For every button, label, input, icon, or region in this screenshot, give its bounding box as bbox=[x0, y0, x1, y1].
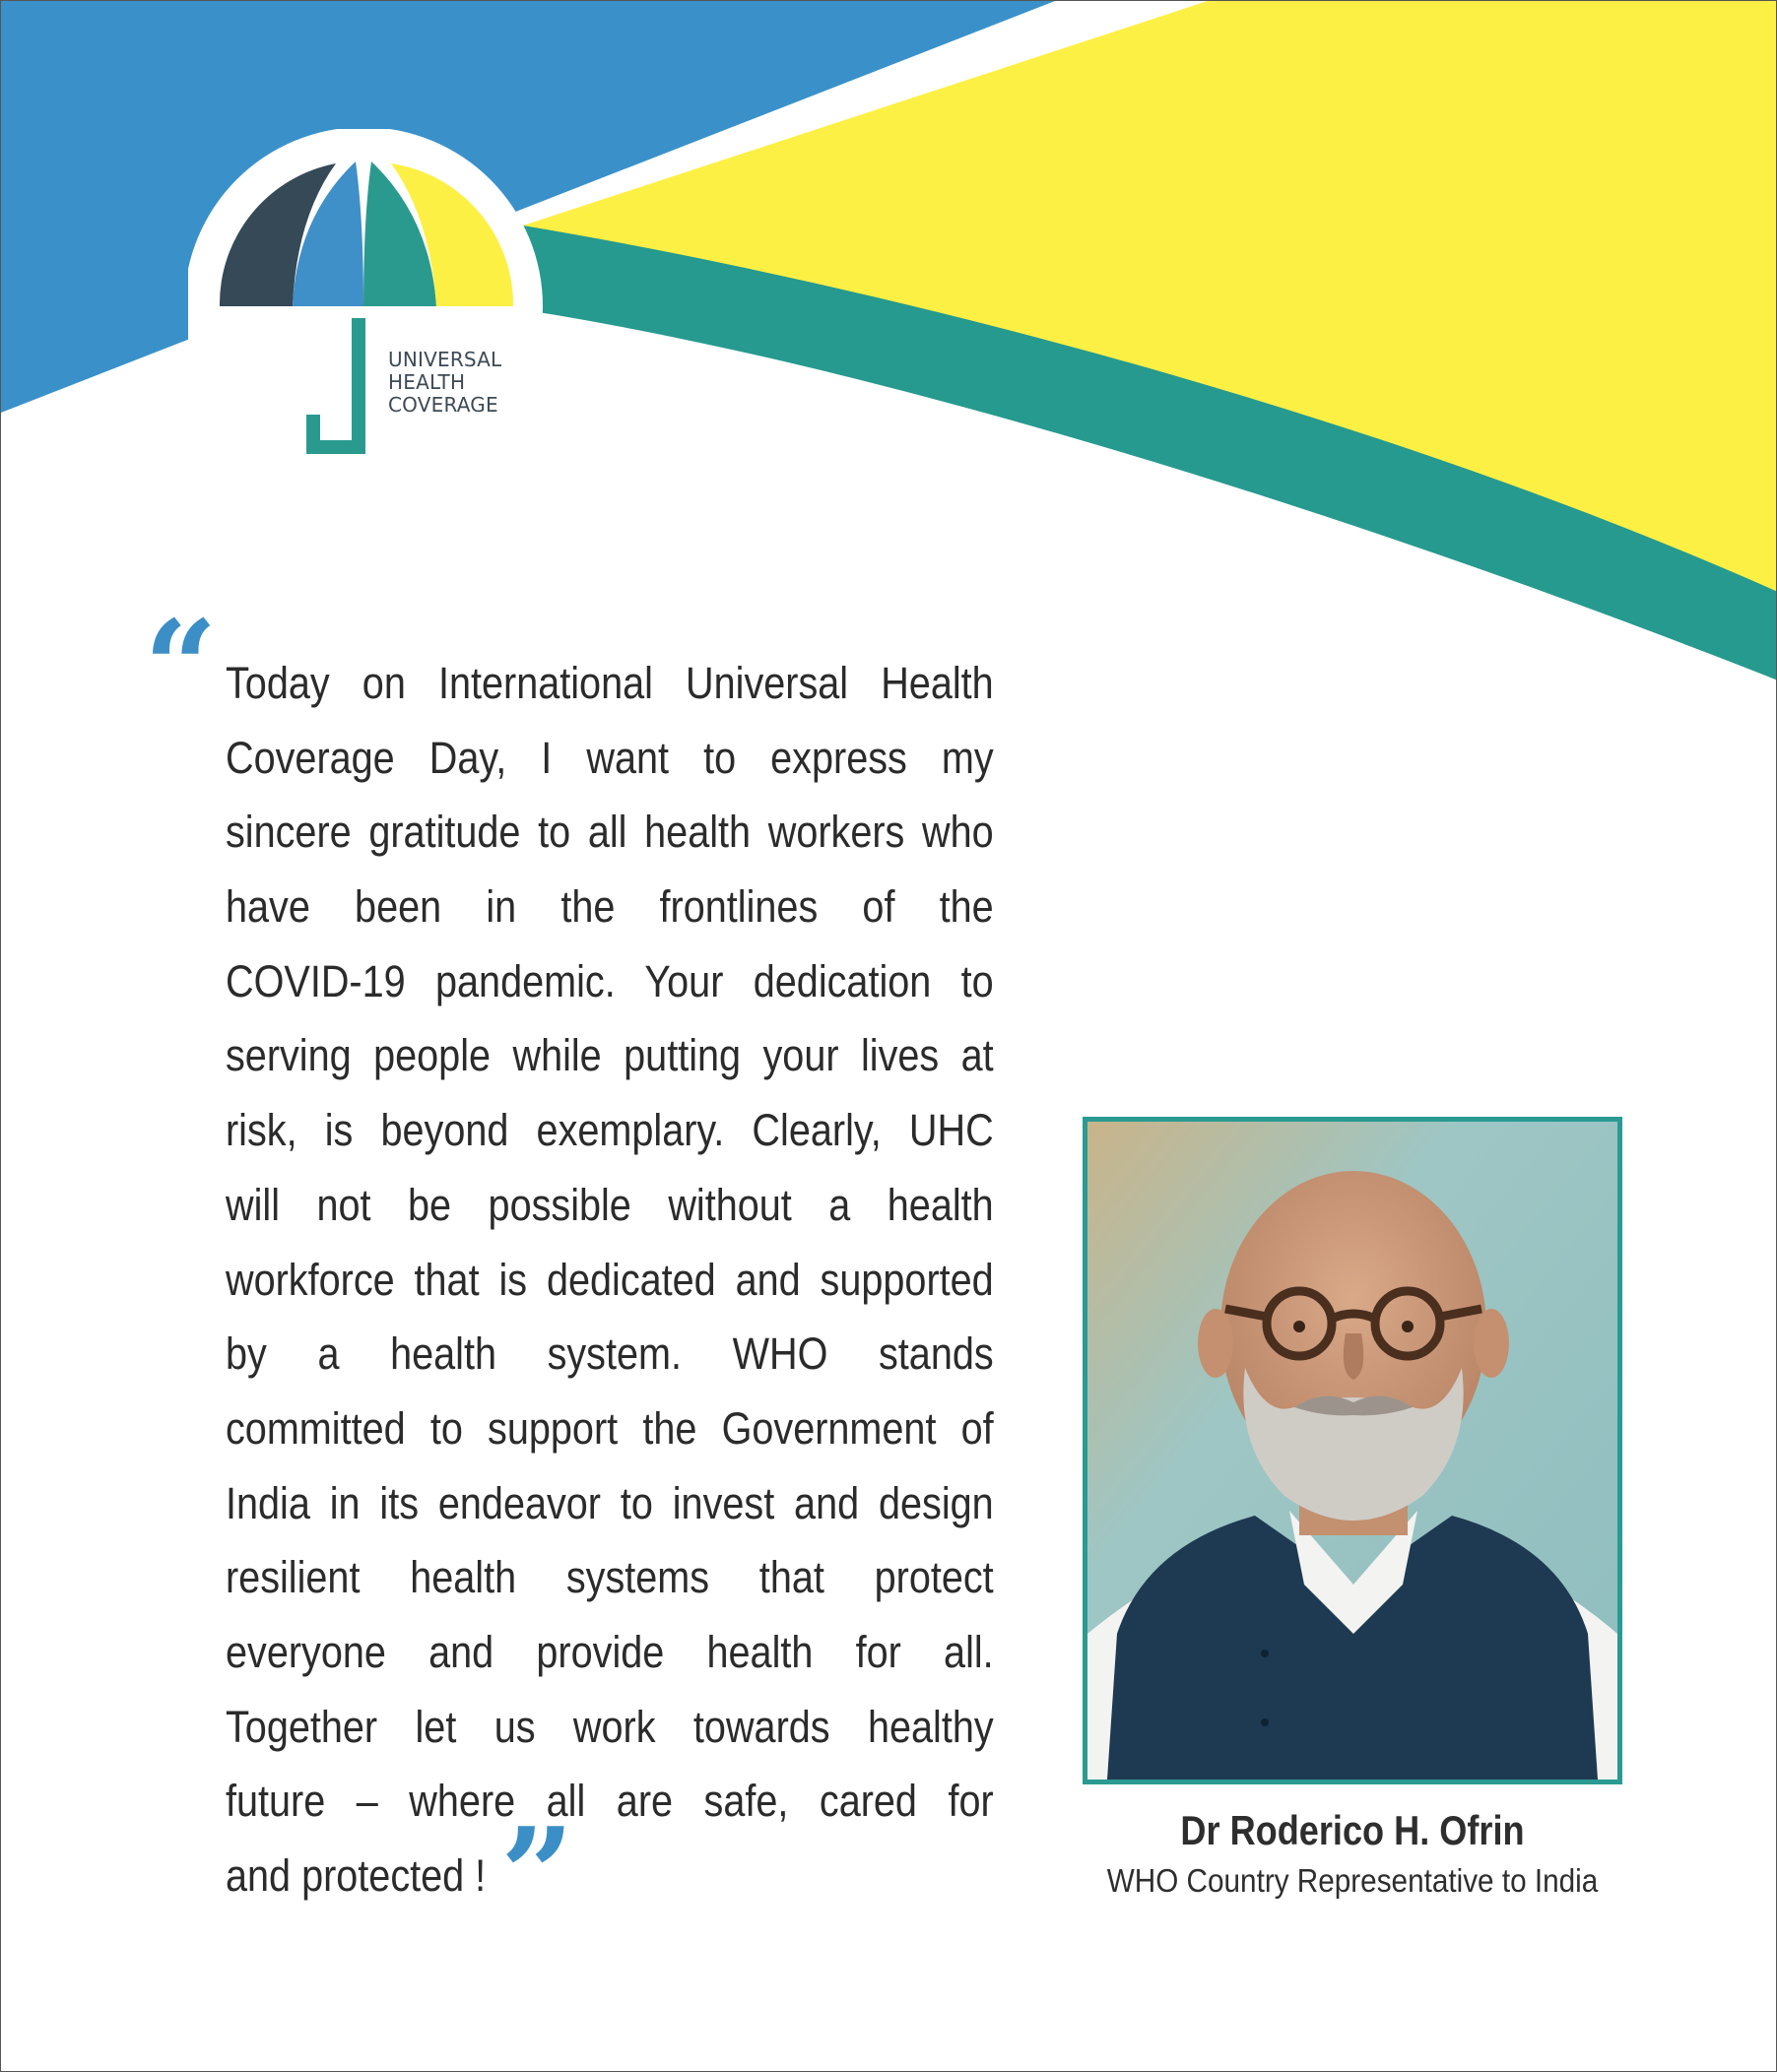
quote-line: Together let us work towards healthy bbox=[226, 1701, 994, 1752]
quote-line: have been in the frontlines of the bbox=[226, 881, 994, 933]
logo-text-line: UNIVERSAL bbox=[388, 348, 502, 371]
quote-line: risk, is beyond exemplary. Clearly, UHC bbox=[226, 1105, 994, 1156]
logo-text bbox=[388, 349, 585, 417]
open-quote-mark: “ bbox=[144, 592, 218, 743]
quote-body bbox=[226, 646, 994, 1913]
quote-line: everyone and provide health for all. bbox=[226, 1626, 994, 1677]
quote-line: and protected ! bbox=[226, 1850, 487, 1901]
portrait-photo bbox=[1083, 1117, 1622, 1784]
person-title: WHO Country Representative to India bbox=[1106, 1862, 1599, 1899]
quote-line: India in its endeavor to invest and design bbox=[226, 1477, 994, 1528]
quote-line: sincere gratitude to all health workers who bbox=[226, 807, 994, 858]
person-name: Dr Roderico H. Ofrin bbox=[1180, 1807, 1525, 1853]
logo-text-line: COVERAGE bbox=[388, 393, 498, 417]
logo-text-line: HEALTH bbox=[388, 370, 466, 394]
close-quote-mark: ” bbox=[500, 1799, 574, 1950]
quote-line: resilient health systems that protect bbox=[226, 1552, 994, 1603]
uhc-logo bbox=[188, 129, 562, 484]
quote-line: workforce that is dedicated and supported bbox=[226, 1254, 994, 1305]
quote-line: will not be possible without a health bbox=[226, 1179, 994, 1230]
quote-line: Today on International Universal Health bbox=[226, 658, 994, 708]
quote-line: committed to support the Government of bbox=[226, 1402, 994, 1454]
portrait-illustration bbox=[1087, 1122, 1617, 1780]
quote-line: Coverage Day, I want to express my bbox=[226, 732, 994, 783]
quote-line: future – where all are safe, cared for bbox=[226, 1776, 994, 1827]
quote-line: by a health system. WHO stands bbox=[226, 1328, 994, 1380]
quote-line: COVID-19 pandemic. Your dedication to bbox=[226, 955, 994, 1006]
quote-line: serving people while putting your lives at bbox=[226, 1030, 994, 1081]
